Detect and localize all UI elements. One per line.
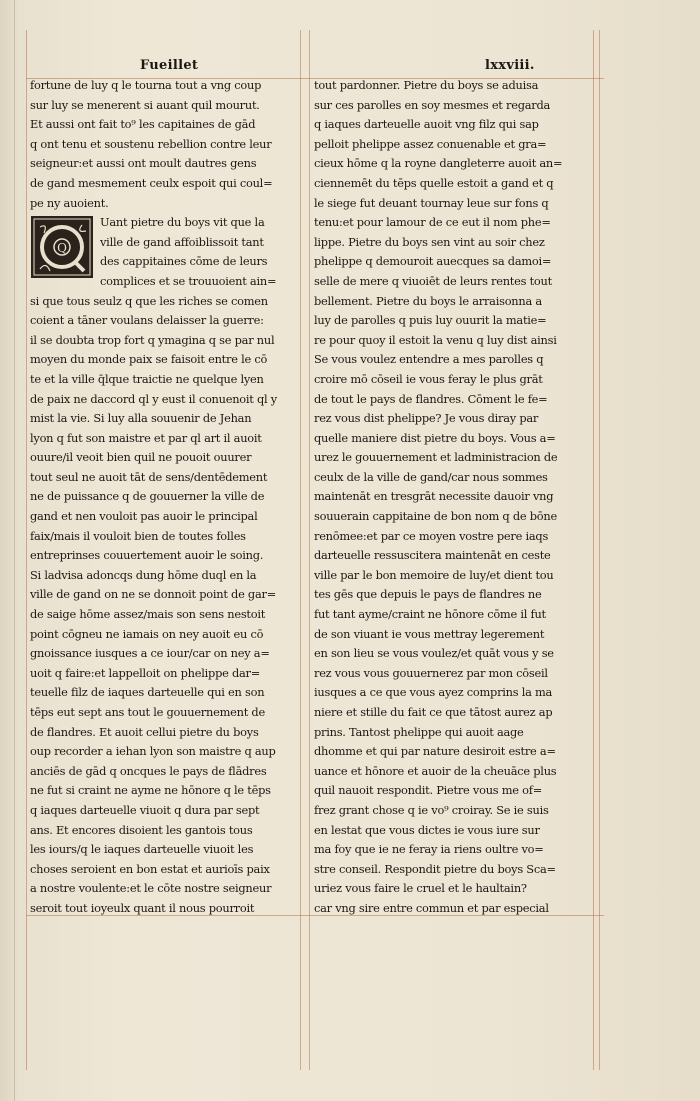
text-line: re pour quoy il estoit la venu q luy dist ainsi [314,332,557,347]
text-line: dhomme et qui par nature desiroit estre a= [314,744,556,759]
text-line: complices et se trouuoient ain= [100,273,277,288]
text-line: rez vous vous gouuernerez par mon cōseil [314,665,548,680]
initial-letter-glyph: Q [57,241,67,255]
text-line: tout pardonner. Pietre du boys se aduisa [314,78,539,92]
text-line: uoit q faire:et lappelloit on phelippe dar= [30,665,261,680]
text-line: seroit tout ioyeulx quant il nous pourroit [30,900,255,915]
text-line: bellement. Pietre du boys le arraisonna a [314,293,542,308]
text-line: ciennemēt du tēps quelle estoit a gand et q [314,175,554,190]
margin-rule-left [26,30,27,1070]
text-line: sur luy se menerent si auant quil mourut. [30,97,260,112]
text-line: gnoissance iusques a ce iour/car on ney a= [30,646,270,661]
text-column-right [314,76,590,919]
text-line: entreprinses couuertement auoir le soing. [30,548,264,563]
text-line: sur ces parolles en soy mesmes et regarda [314,97,551,112]
text-line: ville par le bon memoire de luy/et dient tou [314,567,554,582]
text-line: fut tant ayme/craint ne hōnore cōme il fut [314,607,546,622]
column-rule-left-a [300,30,301,1070]
text-line: Et aussi ont fait to⁹ les capitaines de gād [30,117,256,132]
text-line: tenu:et pour lamour de ce eut il nom phe= [314,215,551,230]
gutter-shadow [14,0,15,1101]
text-line: lyon q fut son maistre et par ql art il auoit [30,430,262,445]
text-line: ma foy que ie ne feray ia riens oultre vo= [314,842,544,857]
text-line: de flandres. Et auoit cellui pietre du boys [30,724,259,739]
text-line: quil nauoit respondit. Pietre vous me of= [314,783,543,798]
text-line: souuerain cappitaine de bon nom q de bōne [314,509,557,524]
text-line: croire mō cōseil ie vous feray le plus grāt [314,371,543,386]
text-line: tēps eut sept ans tout le gouuernement de [30,705,265,719]
text-line: ouure/il veoit bien quil ne pouoit ouurer [30,450,252,465]
text-line: gand et nen vouloit pas auoir le principal [30,509,258,524]
text-line: pe ny auoient. [30,195,109,210]
text-line: phelippe q demouroit auecques sa damoi= [314,254,552,269]
text-line: teuelle filz de iaques darteuelle qui en son [30,685,265,700]
text-line: quelle maniere dist pietre du boys. Vous a= [314,430,556,445]
text-line: selle de mere q viuoiēt de leurs rentes tout [314,273,552,288]
text-line: prins. Tantost phelippe qui auoit aage [314,724,524,739]
text-line: point cōgneu ne iamais on ney auoit eu cō [30,626,264,641]
column-rule-right-a [593,30,594,1070]
text-line: il se doubta trop fort q ymagina q se par nul [30,332,275,347]
text-line: en son lieu se vous voulez/et quāt vous y se [314,646,554,661]
text-line: niere et stille du fait ce que tātost aurez ap [314,705,553,719]
text-line: Se vous voulez entendre a mes parolles q [314,352,544,367]
text-line: de paix ne daccord ql y eust il conuenoit ql y [30,391,277,406]
text-line: de gand mesmement ceulx espoit qui coul= [30,175,273,190]
text-line: choses seroient en bon estat et aurioīs paix [30,861,270,876]
text-line: mist la vie. Si luy alla souuenir de Jehan [30,411,252,426]
column-rule-right-b [599,30,600,1070]
text-line: uriez vous faire le cruel et le haultain? [314,881,527,896]
text-line: ans. Et encores disoient les gantois tous [30,822,253,837]
text-line: ville de gand on ne se donnoit point de gar= [30,587,277,602]
text-line: les iours/q le iaques darteuelle viuoit les [30,842,254,857]
text-line: q iaques darteuelle auoit vng filz qui sap [314,117,539,132]
text-line: tout seul ne auoit tāt de sens/dentēdement [30,469,268,484]
text-line: moyen du monde paix se faisoit entre le cō [30,352,268,367]
text-line: q ont tenu et soustenu rebellion contre leur [30,136,272,151]
text-line: seigneur:et aussi ont moult dautres gens [30,156,257,171]
text-line: urez le gouuernement et ladministracion de [314,450,558,465]
text-line: pelloit phelippe assez conuenable et gra= [314,136,547,151]
text-column-left [30,76,298,919]
text-line: iusques a ce que vous ayez comprins la ma [314,685,553,700]
text-line: frez grant chose q ie vo⁹ croiray. Se ie suis [314,802,549,817]
running-header-left: Fueillet [140,58,199,73]
text-line: de saige hōme assez/mais son sens nestoit [30,607,266,622]
text-line: tes gēs que depuis le pays de flandres ne [314,587,542,602]
text-line: ceulx de la ville de gand/car nous sommes [314,469,548,484]
text-line: oup recorder a iehan lyon son maistre q aup [30,744,276,759]
text-line: car vng sire entre commun et par especial [314,900,549,915]
text-line: rez vous dist phelippe? Je vous diray par [314,411,539,426]
text-line: ville de gand affoiblissoit tant [100,234,264,249]
text-line: lippe. Pietre du boys sen vint au soir chez [314,234,545,249]
text-line: de son viuant ie vous mettray legerement [314,626,545,641]
text-line: Si ladvisa adoncqs dung hōme duql en la [30,567,257,582]
text-line: fortune de luy q le tourna tout a vng coup [30,78,262,92]
text-line: Uant pietre du boys vit que la [100,215,265,230]
text-line: des cappitaines cōme de leurs [100,254,268,269]
text-line: q iaques darteuelle viuoit q dura par sept [30,802,260,817]
text-line: le siege fut deuant tournay leue sur fons q [314,195,549,210]
text-line: te et la ville q̄lque traictie ne quelque lyen [30,371,264,386]
text-line: coient a tāner voulans delaisser la guerre: [30,313,264,328]
text-line: faix/mais il vouloit bien de toutes folles [30,528,246,543]
text-line: darteuelle ressuscitera maintenāt en ceste [314,548,551,563]
text-line: en lestat que vous dictes ie vous iure sur [314,822,540,837]
text-line: de tout le pays de flandres. Cōment le fe= [314,391,548,406]
text-line: si que tous seulz q que les riches se comen [30,293,268,308]
text-line: luy de parolles q puis luy ouurit la matie= [314,313,547,328]
text-line: anciēs de gād q oncques le pays de flādres [30,763,267,778]
text-line: renōmee:et par ce moyen vostre pere iaqs [314,528,549,543]
text-line: ne de puissance q de gouuerner la ville de [30,489,265,504]
column-rule-left-b [309,30,310,1070]
text-line: ne fut si craint ne ayme ne hōnore q le tēps [30,783,271,798]
folio-number: lxxviii. [485,58,535,73]
text-line: cieux hōme q la royne dangleterre auoit an= [314,156,563,171]
text-line: maintenāt en tresgrāt necessite dauoir vng [314,489,554,504]
text-line: uance et hōnore et auoir de la cheuāce plus [314,763,557,778]
text-line: stre conseil. Respondit pietre du boys Sca= [314,861,556,876]
text-line: a nostre voulente:et le cōte nostre seigneur [30,881,272,896]
